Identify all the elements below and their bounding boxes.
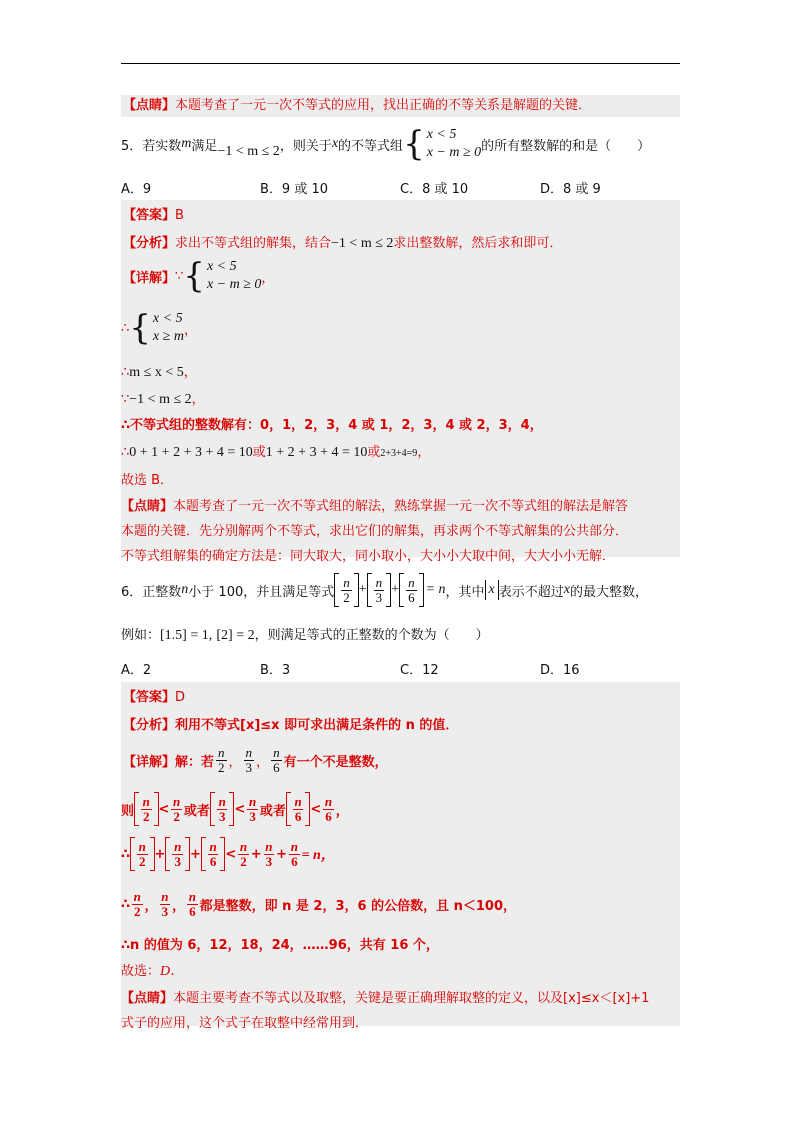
- detail-label: 【详解】: [123, 754, 176, 770]
- q6-step-4: [121, 884, 516, 924]
- frac-den: 3: [161, 903, 169, 919]
- q6-text-g: ，则满足等式的正整数的个数为（ ）: [254, 628, 489, 643]
- q5-step-6: [121, 441, 430, 461]
- example-1: [1.5] = 1,: [160, 628, 213, 643]
- q6-analysis: [123, 714, 458, 733]
- floor-n-2: [130, 837, 155, 871]
- q6-remark-2: 式子的应用，这个式子在取整中经常用到．: [121, 1016, 369, 1031]
- remark-text-1: 本题主要考查不等式以及取整，关键是要正确理解取整的定义，以及[x]≤x＜[x]+1: [173, 991, 650, 1006]
- step3-expr: m ≤ x < 5: [129, 365, 184, 380]
- q5-answer: [123, 204, 184, 223]
- q6-step-3: [121, 834, 335, 874]
- sum-1: 0 + 1 + 2 + 3 + 4 = 10: [129, 445, 253, 460]
- q5-var-m: m: [181, 136, 192, 151]
- therefore-symbol: ∴: [121, 365, 130, 380]
- choice-value: D．: [160, 964, 185, 979]
- detail-text-a: 解：若: [175, 754, 215, 770]
- q6-example: [121, 624, 489, 644]
- therefore-symbol: ∴: [121, 846, 131, 862]
- frac-num: n: [142, 793, 150, 809]
- detail-sys-row1: x < 5: [206, 259, 237, 274]
- frac-den: 2: [134, 903, 141, 919]
- frac-den: 3: [375, 589, 383, 605]
- frac-num: n: [248, 793, 257, 809]
- floor-n-3: [210, 792, 235, 826]
- q6-option-b[interactable]: B．3: [260, 663, 291, 678]
- q5-option-b[interactable]: B．9 或 10: [260, 182, 328, 197]
- q5-option-c[interactable]: C．8 或 10: [400, 182, 469, 197]
- q6-text-f: 例如：: [121, 628, 161, 643]
- frac-den: 3: [245, 759, 253, 775]
- answer-label: 【答案】: [123, 690, 176, 705]
- floor-n-6: [201, 837, 226, 871]
- remark-label: 【点睛】: [121, 991, 174, 1006]
- frac-den: 6: [189, 903, 196, 919]
- q6-text-e: 的最大整数，: [569, 584, 648, 600]
- frac-den: 2: [240, 853, 247, 869]
- frac-num: n: [343, 574, 350, 590]
- because-symbol: ∵: [121, 392, 130, 407]
- analysis-condition: −1 < m ≤ 2: [331, 236, 394, 251]
- frac-den: 6: [325, 808, 332, 824]
- frac-den: 3: [218, 808, 226, 824]
- frac-num: n: [218, 744, 225, 760]
- plus: +: [189, 846, 201, 862]
- q5-sys-row2: x − m ≥ 0: [426, 145, 482, 160]
- step4-text: 都是整数，即 n 是 2，3，6 的公倍数，且 n＜100，: [199, 898, 516, 914]
- lt: <: [310, 801, 322, 817]
- comma: ，: [417, 445, 431, 460]
- sep: ，: [172, 898, 186, 914]
- q6-detail-start: [123, 742, 388, 778]
- sep: ，: [144, 898, 158, 914]
- remark-text: 本题考查了一元一次不等式的应用，找出正确的不等关系是解题的关键．: [175, 98, 592, 113]
- header-rule: [121, 63, 680, 64]
- lt: <: [158, 801, 170, 817]
- frac-num: n: [161, 888, 169, 904]
- q6-text-c: ，其中: [445, 584, 485, 600]
- frac-num: n: [133, 888, 141, 904]
- step2-sys-row2: x ≥ m: [152, 329, 184, 344]
- step2-sys-row1: x < 5: [152, 311, 183, 326]
- q5-detail-start: [123, 258, 274, 294]
- sum-3: 2+3+4=9: [380, 448, 418, 459]
- plus: +: [250, 846, 262, 862]
- q5-remark-1: [121, 495, 628, 514]
- frac-den: 3: [249, 808, 256, 824]
- comma: ，: [183, 322, 197, 338]
- q5-sys-row1: x < 5: [426, 127, 457, 142]
- frac-num: n: [239, 838, 248, 854]
- q5-condition: −1 < m ≤ 2: [217, 144, 280, 159]
- frac-den: 3: [265, 853, 273, 869]
- detail-sys-row2: x − m ≥ 0: [206, 277, 262, 292]
- floor-n-6: [286, 792, 311, 826]
- therefore-symbol: ∴: [121, 320, 130, 336]
- comma: ，: [261, 270, 275, 286]
- then-word: 则: [121, 803, 135, 819]
- q6-text-d: 表示不超过: [498, 584, 564, 600]
- q5-analysis: [123, 232, 562, 252]
- or-word: 或者: [259, 803, 286, 819]
- frac-num: n: [245, 744, 253, 760]
- q5-remark-3: 不等式组解集的确定方法是：同大取大，同小取小，大小小大取中间，大大小小无解．: [121, 549, 616, 564]
- analysis-text-a: 求出不等式组的解集，结合: [175, 236, 332, 251]
- frac-num: n: [324, 793, 333, 809]
- floor-n-6: [399, 573, 424, 607]
- therefore-symbol: ∴: [121, 896, 131, 912]
- remark-label: 【点睛】: [123, 98, 176, 113]
- q6-step-2: [121, 789, 349, 829]
- q5-text-e: 的所有整数解的和是（ ）: [481, 138, 651, 154]
- analysis-label: 【分析】: [123, 718, 176, 733]
- floor-n-3: [165, 837, 190, 871]
- floor-x: x: [485, 580, 499, 600]
- floor-n-2: [334, 573, 359, 607]
- q5-system: { x < 5 x − m ≥ 0: [403, 124, 482, 164]
- q6-var-n: n: [181, 582, 189, 597]
- detail-text-b: 有一个不是整数，: [283, 754, 388, 770]
- floor-n-3: [367, 573, 392, 607]
- frac-num: n: [218, 793, 226, 809]
- frac-num: n: [408, 574, 415, 590]
- lt: <: [234, 801, 246, 817]
- q6-option-d[interactable]: D．16: [540, 663, 580, 678]
- frac-num: n: [138, 838, 146, 854]
- frac-den: 6: [291, 853, 298, 869]
- answer-value: D: [175, 690, 186, 705]
- answer-value: B: [175, 208, 184, 223]
- q6-choice: [121, 960, 184, 980]
- frac-num: n: [294, 793, 302, 809]
- prev-remark: [121, 95, 680, 117]
- q6-text-a: 正整数: [142, 584, 182, 600]
- comma: ，: [335, 803, 349, 819]
- q5-step-3: [121, 361, 197, 381]
- frac-den: 3: [174, 853, 181, 869]
- q5-step-4: [121, 388, 205, 408]
- frac-den: 2: [343, 589, 350, 605]
- frac-num: n: [174, 838, 182, 854]
- detail-system: { x < 5 x − m ≥ 0: [183, 256, 262, 296]
- because-symbol: ∵: [175, 268, 184, 284]
- q6-option-c[interactable]: C．12: [400, 663, 439, 678]
- analysis-text-b: 求出整数解，然后求和即可．: [393, 236, 563, 251]
- q6-text-b: 小于 100，并且满足等式: [188, 584, 335, 600]
- q5-choice: 故选 B．: [121, 473, 174, 488]
- therefore-symbol: ∴: [121, 445, 130, 460]
- q5-option-a[interactable]: A．9: [121, 182, 152, 197]
- q6-answer: [123, 686, 185, 705]
- q5-text-c: ，则关于: [279, 138, 332, 154]
- comma: ，: [191, 392, 205, 407]
- analysis-label: 【分析】: [123, 236, 176, 251]
- step4-expr: −1 < m ≤ 2: [129, 392, 192, 407]
- q5-number: 5．: [121, 138, 143, 154]
- frac-num: n: [188, 888, 196, 904]
- frac-den: 6: [294, 808, 302, 824]
- q5-option-d[interactable]: D．8 或 9: [540, 182, 601, 197]
- frac-den: 2: [143, 808, 150, 824]
- sep: ，: [256, 754, 270, 770]
- or-word: 或者: [183, 803, 210, 819]
- frac-den: 2: [173, 808, 180, 824]
- frac-num: n: [209, 838, 217, 854]
- q5-step-5: ∴不等式组的整数解有：0，1，2，3，4 或 1，2，3，4 或 2，3，4，: [121, 418, 543, 433]
- frac-den: 2: [218, 759, 225, 775]
- q5-text-a: 若实数: [142, 138, 182, 154]
- remark-text-1: 本题考查了一元一次不等式组的解法，熟练掌握一元一次不等式组的解法是解答: [173, 499, 629, 514]
- q6-var-x: x: [563, 582, 570, 597]
- q6-option-a[interactable]: A．2: [121, 663, 152, 678]
- frac-num: n: [265, 838, 273, 854]
- sum-2: 1 + 2 + 3 + 4 = 10: [265, 445, 368, 460]
- frac-den: 6: [273, 759, 280, 775]
- floor-n-2: [134, 792, 159, 826]
- detail-label: 【详解】: [123, 270, 176, 286]
- q5-step-2: [121, 310, 197, 346]
- or-word: 或: [367, 445, 381, 460]
- remark-label: 【点睛】: [121, 499, 174, 514]
- plus: +: [276, 846, 288, 862]
- q6-number: 6．: [121, 584, 143, 600]
- q5-text-d: 的不等式组: [338, 138, 404, 154]
- q5-var-x: x: [331, 136, 339, 151]
- answer-label: 【答案】: [123, 208, 176, 223]
- or-word: 或: [252, 445, 266, 460]
- lt: <: [225, 846, 237, 862]
- choice-text: 故选：: [121, 964, 161, 979]
- plus: +: [154, 846, 166, 862]
- q6-remark-1: [121, 987, 649, 1006]
- frac-den: 6: [209, 853, 217, 869]
- sep: ，: [228, 754, 242, 770]
- frac-num: n: [290, 838, 298, 854]
- equals-n: = n，: [301, 848, 335, 863]
- comma: ，: [183, 365, 197, 380]
- frac-num: n: [173, 793, 181, 809]
- q5-remark-2: 本题的关键．先分别解两个不等式，求出它们的解集，再求两个不等式解集的公共部分．: [121, 524, 629, 539]
- q5-text-b: 满足: [191, 138, 218, 154]
- q6-step-5: ∴n 的值为 6，12，18，24，……96，共有 16 个，: [121, 938, 439, 953]
- question-6: 6． 正整数 n 小于 100，并且满足等式 $\frac{n}{2}$ + $\frac{n}{3}$ + $\frac{n}{6}$ = n ，其中 x 表示不超过 x 的最大整数，: [121, 568, 648, 612]
- equals-n: = n: [425, 582, 446, 597]
- frac-num: n: [273, 744, 280, 760]
- frac-den: 2: [139, 853, 146, 869]
- example-2: [2] = 2: [216, 628, 255, 643]
- question-5: [121, 124, 650, 164]
- frac-den: 6: [408, 589, 415, 605]
- analysis-text: 利用不等式[x]≤x 即可求出满足条件的 n 的值．: [175, 718, 459, 733]
- step2-system: { x < 5 x ≥ m: [129, 308, 184, 348]
- frac-num: n: [375, 574, 383, 590]
